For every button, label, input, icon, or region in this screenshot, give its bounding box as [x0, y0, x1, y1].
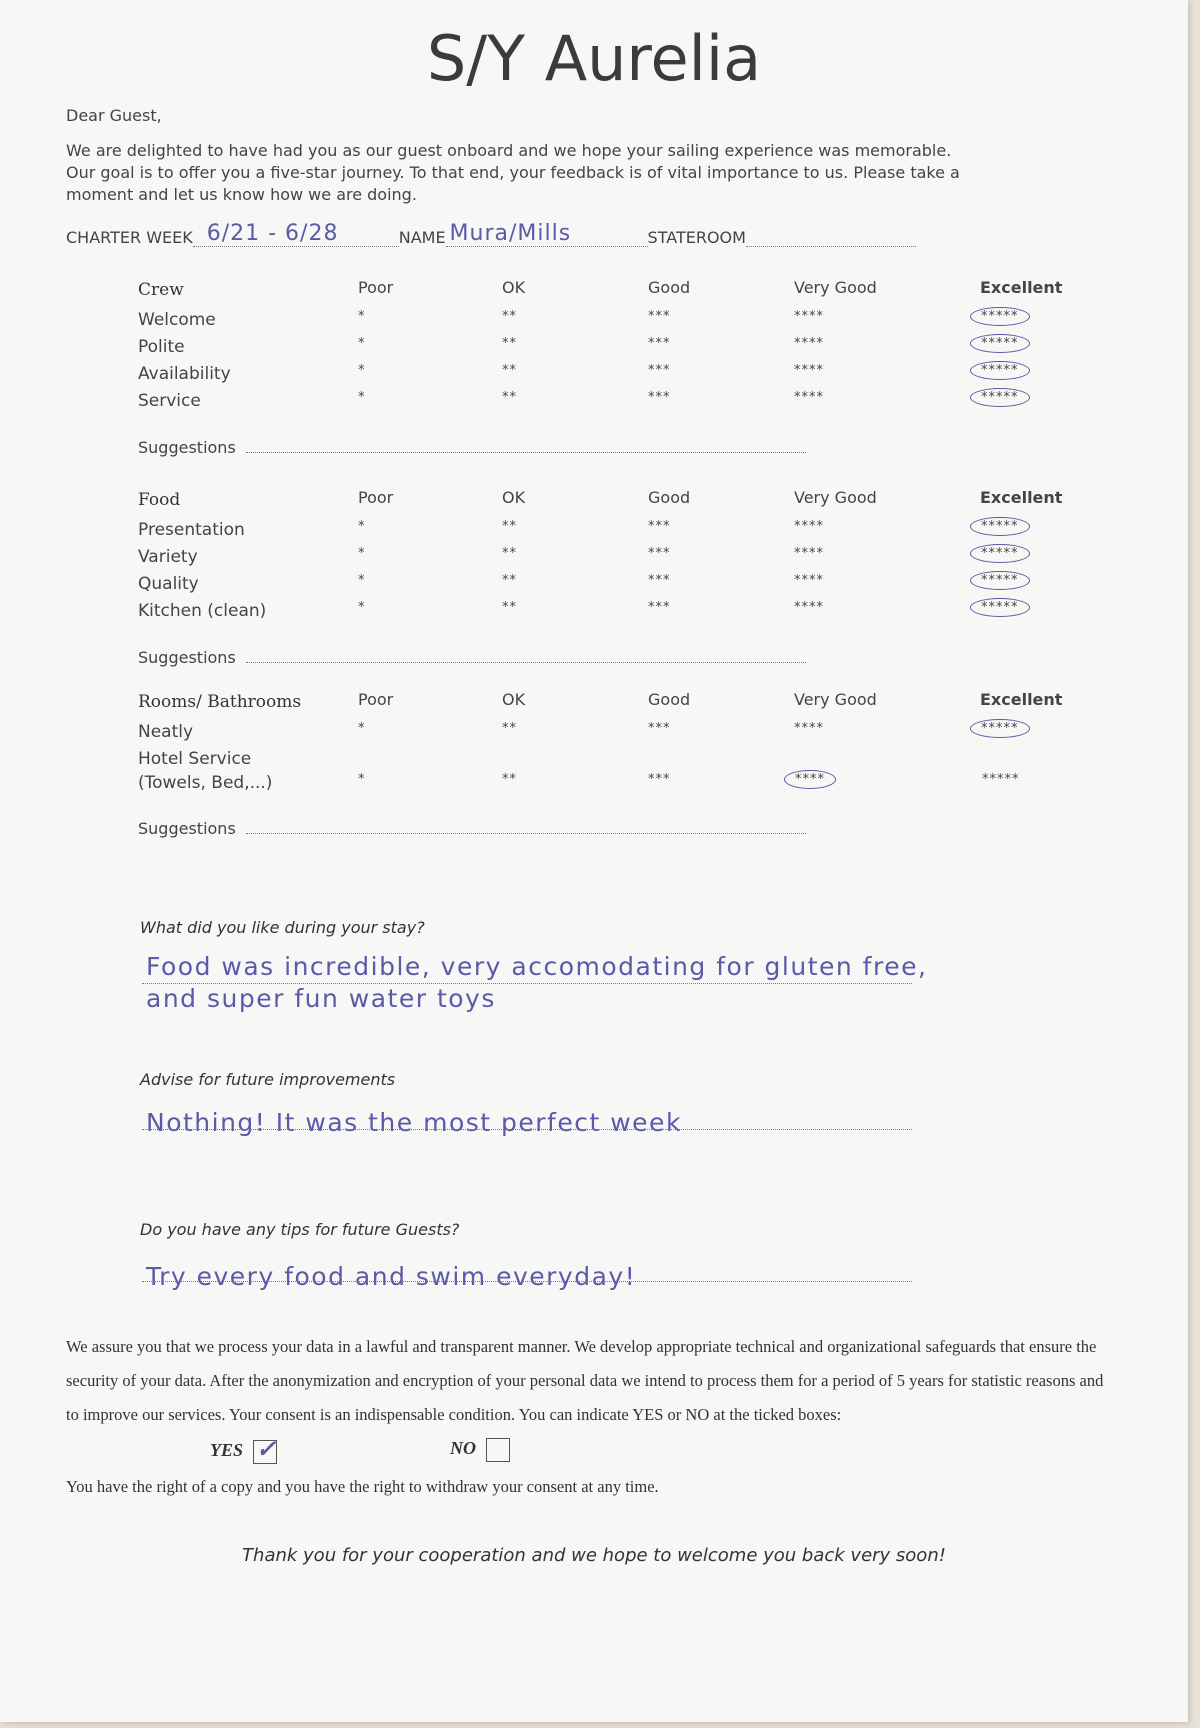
- suggestions-field[interactable]: [246, 652, 806, 663]
- answer-improvements-underline: [142, 1128, 912, 1130]
- intro-text: We are delighted to have had you as our guest onboard and we hope your sailing experience was memorable. Our goal is to offer you a five-star journey. To that end, your feedback is of vital importance to us. Please take a moment and let us know how we are doing.: [66, 141, 960, 204]
- stateroom-label: STATEROOM: [647, 228, 746, 247]
- rating-option[interactable]: ****: [794, 573, 824, 588]
- rating-column-header: Very Good: [794, 690, 877, 709]
- rating-option[interactable]: ****: [794, 309, 824, 324]
- rating-option-selected[interactable]: *****: [970, 598, 1030, 617]
- rating-column-header: Poor: [358, 690, 394, 709]
- rating-option[interactable]: *: [358, 573, 366, 588]
- rating-option[interactable]: ****: [794, 600, 824, 615]
- rating-column-header: Very Good: [794, 488, 877, 507]
- consent-no-label: NO: [450, 1438, 476, 1459]
- charter-week-field[interactable]: [193, 221, 399, 247]
- rating-option[interactable]: **: [502, 721, 517, 736]
- rating-option[interactable]: ***: [648, 390, 671, 405]
- consent-yes[interactable]: [210, 1437, 277, 1464]
- rating-option[interactable]: **: [502, 519, 517, 534]
- rating-option[interactable]: **: [502, 600, 517, 615]
- answer-like-line1[interactable]: Food was incredible, very accomodating for gluten free,: [146, 952, 928, 981]
- suggestions-row[interactable]: [138, 648, 806, 667]
- rating-row-label: Presentation: [138, 520, 245, 540]
- rating-option[interactable]: ***: [648, 363, 671, 378]
- rating-option[interactable]: **: [502, 573, 517, 588]
- rating-row-label: Polite: [138, 337, 185, 357]
- rating-row-label: Service: [138, 391, 201, 411]
- rating-option[interactable]: ****: [794, 390, 824, 405]
- rating-column-header: Good: [648, 690, 691, 709]
- rating-option-selected[interactable]: *****: [970, 517, 1030, 536]
- question-like: What did you like during your stay?: [140, 918, 425, 937]
- rating-option-selected[interactable]: *****: [970, 334, 1030, 353]
- rating-option[interactable]: ***: [648, 772, 671, 787]
- rating-option-selected[interactable]: *****: [970, 719, 1030, 738]
- rating-option[interactable]: **: [502, 772, 517, 787]
- charter-week-label: CHARTER WEEK: [66, 228, 193, 247]
- rating-column-header: Excellent: [980, 278, 1063, 297]
- rating-option[interactable]: *: [358, 309, 366, 324]
- rating-row-label: Kitchen (clean): [138, 601, 267, 621]
- rating-column-header: Good: [648, 278, 691, 297]
- suggestions-label: Suggestions: [138, 438, 236, 457]
- rating-option[interactable]: *: [358, 336, 366, 351]
- rating-option[interactable]: ***: [648, 721, 671, 736]
- consent-yes-label: YES: [210, 1440, 244, 1461]
- answer-tips[interactable]: Try every food and swim everyday!: [146, 1262, 637, 1291]
- rating-option[interactable]: ***: [648, 519, 671, 534]
- rating-column-header: Excellent: [980, 488, 1063, 507]
- suggestions-field[interactable]: [246, 823, 806, 834]
- rating-column-header: Good: [648, 488, 691, 507]
- suggestions-field[interactable]: [246, 442, 806, 453]
- consent-no-checkbox[interactable]: [486, 1438, 510, 1462]
- rating-row-label: Neatly: [138, 722, 194, 742]
- rating-column-header: OK: [502, 690, 526, 709]
- rating-column-header: OK: [502, 278, 526, 297]
- rating-option[interactable]: ***: [648, 573, 671, 588]
- rating-column-header: Poor: [358, 488, 394, 507]
- rating-option[interactable]: **: [502, 546, 517, 561]
- rating-option-selected[interactable]: *****: [970, 307, 1030, 326]
- greeting: Dear Guest,: [66, 106, 162, 125]
- rating-option-selected[interactable]: *****: [970, 544, 1030, 563]
- rating-option[interactable]: ***: [648, 546, 671, 561]
- rating-row-label: Availability: [138, 364, 231, 384]
- rating-row-label: Hotel Service: [138, 749, 252, 769]
- section-title: Crew: [138, 280, 184, 300]
- rating-option[interactable]: *: [358, 772, 366, 787]
- rating-column-header: Excellent: [980, 690, 1063, 709]
- rating-option[interactable]: *: [358, 546, 366, 561]
- consent-no[interactable]: [450, 1438, 510, 1462]
- question-improvements: Advise for future improvements: [140, 1070, 396, 1089]
- rating-option[interactable]: ****: [794, 721, 824, 736]
- charter-line: [66, 221, 916, 247]
- rating-column-header: Poor: [358, 278, 394, 297]
- rights-statement: You have the right of a copy and you have the right to withdraw your consent at any time.: [66, 1477, 659, 1496]
- suggestions-row[interactable]: [138, 438, 806, 457]
- rating-option[interactable]: ****: [794, 363, 824, 378]
- rating-option[interactable]: *: [358, 600, 366, 615]
- rating-option[interactable]: **: [502, 363, 517, 378]
- name-field[interactable]: [446, 221, 648, 247]
- rating-option[interactable]: *****: [982, 772, 1020, 787]
- rating-option-selected[interactable]: *****: [970, 388, 1030, 407]
- rating-option[interactable]: ***: [648, 336, 671, 351]
- rating-row-label: Variety: [138, 547, 198, 567]
- rating-option[interactable]: *: [358, 721, 366, 736]
- answer-tips-underline: [142, 1280, 912, 1282]
- rating-option[interactable]: *: [358, 390, 366, 405]
- rating-option[interactable]: **: [502, 336, 517, 351]
- rating-option-selected[interactable]: *****: [970, 571, 1030, 590]
- rating-column-header: Very Good: [794, 278, 877, 297]
- answer-improvements[interactable]: Nothing! It was the most perfect week: [146, 1108, 682, 1137]
- rating-option[interactable]: ***: [648, 309, 671, 324]
- name-label: NAME: [398, 228, 446, 247]
- page-title: S/Y Aurelia: [426, 22, 762, 95]
- rating-option[interactable]: ****: [794, 336, 824, 351]
- rating-row-label: Quality: [138, 574, 199, 594]
- rating-row-label: Welcome: [138, 310, 216, 330]
- rating-option[interactable]: *: [358, 519, 366, 534]
- rating-option[interactable]: ***: [648, 600, 671, 615]
- rating-option[interactable]: **: [502, 390, 517, 405]
- question-tips: Do you have any tips for future Guests?: [140, 1220, 460, 1239]
- checkmark-icon: ✓: [256, 1437, 277, 1463]
- rating-option[interactable]: **: [502, 309, 517, 324]
- rating-option[interactable]: ****: [794, 546, 824, 561]
- rating-option-selected[interactable]: *****: [970, 361, 1030, 380]
- rating-row-sublabel: (Towels, Bed,...): [138, 773, 273, 793]
- privacy-statement: We assure you that we process your data in a lawful and transparent manner. We develop appropriate technical and organizational safeguards that ensure the security of your data. After the anonymization and encryption of your personal data we intend to process them for a period of 5 years for statistic reasons and to improve our services. Your consent is an indispensable condition. You can indicate YES or NO at the ticked boxes:: [66, 1337, 1104, 1424]
- suggestions-label: Suggestions: [138, 648, 236, 667]
- name-value: Mura/Mills: [449, 221, 572, 246]
- rating-option[interactable]: ****: [794, 519, 824, 534]
- section-title: Food: [138, 490, 181, 510]
- suggestions-label: Suggestions: [138, 819, 236, 838]
- answer-like-line2[interactable]: and super fun water toys: [146, 984, 496, 1013]
- section-title: Rooms/ Bathrooms: [138, 692, 302, 712]
- charter-week-value: 6/21 - 6/28: [206, 221, 339, 246]
- rating-option-selected[interactable]: ****: [784, 770, 836, 789]
- consent-yes-checkbox[interactable]: [253, 1437, 277, 1464]
- stateroom-field[interactable]: [746, 228, 916, 247]
- suggestions-row[interactable]: [138, 819, 806, 838]
- rating-column-header: OK: [502, 488, 526, 507]
- rating-option[interactable]: *: [358, 363, 366, 378]
- thank-you-note: Thank you for your cooperation and we hope to welcome you back very soon!: [242, 1545, 946, 1566]
